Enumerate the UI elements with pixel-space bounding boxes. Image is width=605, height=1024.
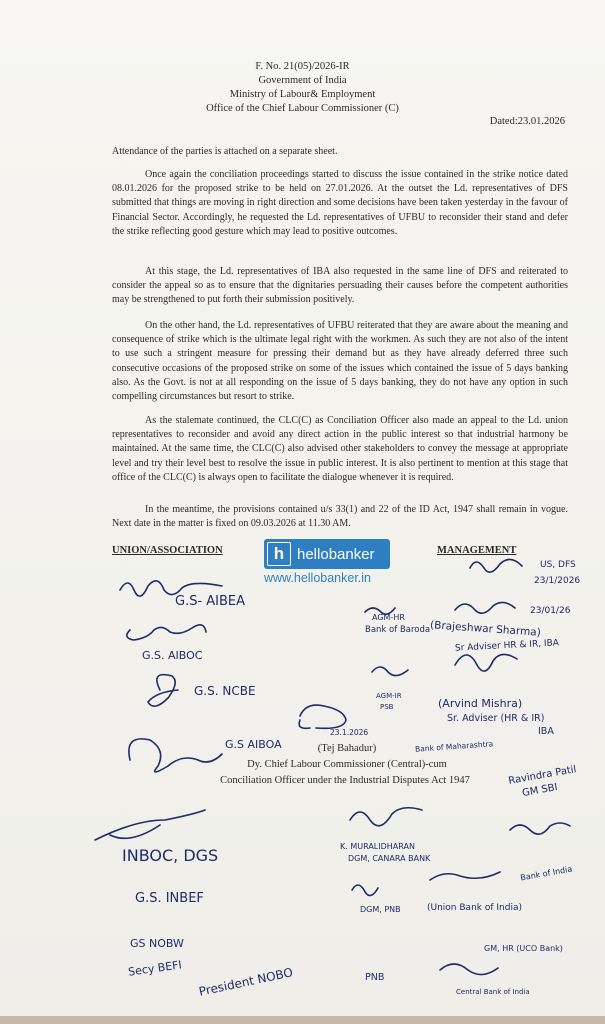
signature-stroke-union-bank [430,872,500,880]
signature-stroke-boi [510,823,570,834]
paragraph-4: As the stalemate continued, the CLC(C) as Conciliation Officer also made an appeal to the Ld. union representatives to reconsider and avoid any direct action in the public interest so that industrial harmony be maintained. At the same time, the CLC(C) also advised other stakeholders to convey the message at appropriate level and try their level best to resolve the issue in public interest. It is also pertinent to mention at this stage that office of the CLC(C) is always open to facilitate the dialogue whenever it is required. [112,415,568,483]
officer-name: (Tej Bahadur) [317,743,377,754]
mgmt-sig-dfs-date: 23/1/2026 [534,576,581,586]
signature-stroke-boa [300,705,346,728]
mgmt-sig-dfs: US, DFS [540,560,576,570]
officer-designation-1: Dy. Chief Labour Commissioner (Central)-cum [247,759,447,770]
mgmt-sig-arvind-name: (Arvind Mishra) [438,697,523,710]
signature-stroke-aiboc [127,625,206,640]
union-sig-nobw: GS NOBW [130,937,184,950]
mgmt-sig-psb: PSB [380,703,394,711]
mgmt-sig-canara: DGM, CANARA BANK [348,854,431,863]
mgmt-sig-psb-agm: AGM-IR [376,692,402,700]
paragraph-5: In the meantime, the provisions contained u/s 33(1) and 22 of the ID Act, 1947 shall remain in vogue. Next date in the matter is fixed on 09.03.2026 at 11.30 AM. [112,504,568,530]
signature-stroke-tej-bahadur [299,720,310,728]
signature-stroke-pnb [352,885,378,896]
document-date: Dated:23.01.2026 [489,116,565,127]
signature-stroke-inboc [95,810,205,840]
paragraph-2: At this stage, the Ld. representatives of IBA also requested in the same line of DFS and reiterated to consider the appeal so as to ensure that the dignitaries persuading their causes before the competent authorities may be strengthened to put forth their submission positively. [112,266,568,306]
union-sig-aibea: G.S- AIBEA [175,594,246,609]
union-sig-inbef: G.S. INBEF [135,891,204,906]
mgmt-sig-boa-date: 23.1.2026 [330,728,369,737]
ministry-line: Ministry of Labour& Employment [229,89,376,100]
mgmt-sig-union-bank: (Union Bank of India) [427,903,522,913]
mgmt-sig-pnb-dgm: DGM, PNB [360,905,401,914]
file-number: F. No. 21(05)/2026-IR [255,61,350,72]
union-sig-ncbe: G.S. NCBE [194,684,256,698]
mgmt-sig-sbi-name: Ravindra Patil [507,764,578,787]
watermark-url: www.hellobanker.in [264,571,372,585]
mgmt-sig-bom: Bank of Maharashtra [414,739,494,754]
signature-stroke-dfs [470,559,522,572]
officer-designation-2: Conciliation Officer under the Industrial Disputes Act 1947 [220,775,470,786]
mgmt-sig-iba-date: 23/01/26 [530,606,571,616]
union-association-heading: UNION/ASSOCIATION [112,545,223,556]
mgmt-sig-central-bank: Central Bank of India [456,988,530,996]
mgmt-sig-brajeshwar: (Brajeshwar Sharma) [429,619,542,639]
union-sig-aiboa: G.S AIBOA [225,738,282,751]
mgmt-sig-bob-agm: AGM-HR [372,613,405,622]
union-sig-nobo: President NOBO [197,965,295,999]
union-sig-inboc: INBOC, DGS [122,846,219,865]
management-heading: MANAGEMENT [437,545,517,556]
paragraph-1: Once again the conciliation proceedings started to discuss the issue contained in the strike notice dated 08.01.2026 for the proposed strike to be held on 27.01.2026. At the outset the Ld. representatives of DFS submitted that things are moving in right direction and some decisions have been taken yesterday in the favour of Financial Sector. Accordingly, he requested the Ld. representatives of UFBU to reconsider their stand and defer the strike reflecting good gesture which may lead to positive outcomes. [112,169,568,237]
mgmt-sig-pnb: PNB [365,972,385,983]
mgmt-sig-canara-name: K. MURALIDHARAN [340,842,415,851]
mgmt-sig-boi: Bank of India [519,864,573,883]
signature-stroke-iba [455,602,515,613]
signature-stroke-ncbe [148,675,178,707]
government-line: Government of India [258,75,347,86]
union-sig-befi: Secy BEFI [127,958,183,979]
mgmt-sig-sbi: GM SBI [521,781,559,800]
signature-stroke-aiboa [129,739,222,772]
mgmt-sig-iba-adviser: Sr Adviser HR & IR, IBA [454,638,560,654]
signature-stroke-canara [350,808,422,826]
signature-stroke-psb [372,667,408,676]
signature-stroke-arvind-mishra [455,654,517,671]
mgmt-sig-arvind-iba: IBA [538,726,554,737]
paragraph-3: On the other hand, the Ld. representatives of UFBU reiterated that they are aware about the meaning and consequence of strike which is the ultimate legal right with the workmen. As such they are not also of the intent to use such a stringent measure for pressing their demand but as they have already deferred three such consecutive occasions of the proposed strike on some of the issues which contained the issue of 5 days banking also. As the Govt. is not at all responding on the issue of 5 days banking, they do not have any option in such compelling circumstances but resort to strike. [112,320,568,403]
mgmt-sig-arvind-designation: Sr. Adviser (HR & IR) [447,713,545,724]
watermark-name: hellobanker [297,545,375,563]
hellobanker-logo-icon: h [267,542,291,566]
mgmt-sig-uco: GM, HR (UCO Bank) [484,944,563,953]
signature-stroke-central-bank [440,964,498,975]
attendance-note: Attendance of the parties is attached on a separate sheet. [112,146,338,157]
union-sig-aiboc: G.S. AIBOC [142,649,203,662]
page-bottom-edge [0,1016,605,1024]
mgmt-sig-bob: Bank of Baroda [365,625,431,635]
office-line: Office of the Chief Labour Commissioner (C) [206,103,399,114]
